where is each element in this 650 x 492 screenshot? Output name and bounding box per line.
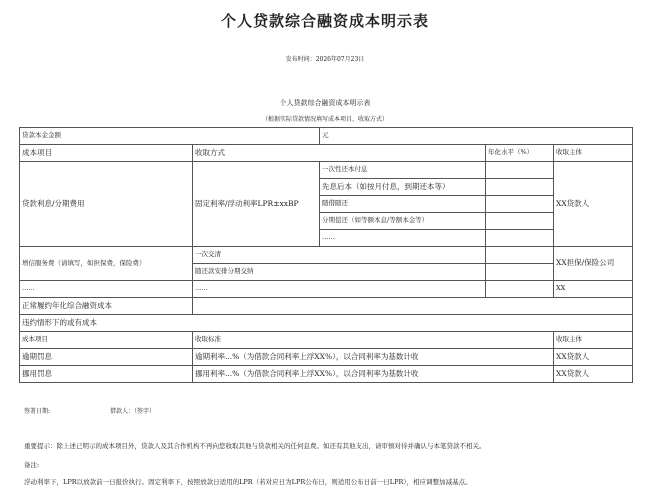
table-row <box>20 128 633 145</box>
repayment-option: 一次性还本付息 <box>320 162 486 179</box>
table-row <box>20 349 633 366</box>
sign-date-label: 签署日期: <box>24 408 51 415</box>
repayment-option: 随借随还 <box>320 196 486 213</box>
document-title: 个人贷款综合融资成本明示表 <box>220 12 429 30</box>
table-row <box>20 298 633 315</box>
misuse-subject: XX贷款人 <box>554 366 633 383</box>
header-annual-rate: 年化水平（%） <box>486 145 554 162</box>
credit-option: 随还款安排分期交纳 <box>193 264 486 281</box>
misuse-standard: 挪用利率...%（为借款合同利率上浮XX%），以合同利率为基数计收 <box>193 366 554 383</box>
table-row <box>20 315 633 332</box>
interest-method: 固定利率/浮动利率LPR±xxBP <box>193 162 320 247</box>
other-subject: XX <box>554 281 633 298</box>
publish-date: 发布时间：2026年07月23日 <box>285 56 365 63</box>
overdue-standard: 逾期利率...%（为借款合同利率上浮XX%），以合同利率为基数计收 <box>193 349 554 366</box>
other-method: ...... <box>193 281 486 298</box>
table-row <box>20 366 633 383</box>
loan-principal-label: 贷款本金金额 <box>20 128 320 145</box>
rate-cell <box>486 179 554 196</box>
notes-title: 备注: <box>24 461 40 469</box>
notes-body: 浮动利率下，LPR以放款前一日报价执行。固定利率下，按照放款日适用的LPR（若对应日为LPR公布日，则适用公布日前一日LPR），相应调整加减基点。 <box>24 478 472 486</box>
interest-subject: XX贷款人 <box>554 162 633 247</box>
repayment-option: 先息后本（如按月付息，到期还本等） <box>320 179 486 196</box>
table-row <box>20 145 633 162</box>
normal-cost-value <box>193 298 633 315</box>
table-row <box>20 247 633 264</box>
rate-cell <box>486 162 554 179</box>
header-cost-item: 成本项目 <box>20 145 193 162</box>
credit-subject: XX担保/保险公司 <box>554 247 633 281</box>
cost-table <box>19 127 633 383</box>
borrower-signature-label: 借款人：（签字） <box>110 408 156 415</box>
rate-cell <box>486 281 554 298</box>
other-item: ...... <box>20 281 193 298</box>
table-title: 个人贷款综合融资成本明示表 <box>279 99 371 107</box>
breach-header-cost-item: 成本项目 <box>20 332 193 349</box>
header-charge-method: 收取方式 <box>193 145 486 162</box>
overdue-item: 逾期罚息 <box>20 349 193 366</box>
repayment-option: …… <box>320 230 486 247</box>
credit-item: 增信服务费（请填写，如担保费，保险费） <box>20 247 193 281</box>
header-charge-subject: 收取主体 <box>554 145 633 162</box>
rate-cell <box>486 264 554 281</box>
rate-cell <box>486 230 554 247</box>
table-row <box>20 332 633 349</box>
breach-section-label: 违约情形下的或有成本 <box>20 315 633 332</box>
overdue-subject: XX贷款人 <box>554 349 633 366</box>
loan-principal-unit: 元 <box>320 128 633 145</box>
normal-cost-label: 正常履约年化综合融资成本 <box>20 298 193 315</box>
breach-header-subject: 收取主体 <box>554 332 633 349</box>
table-row <box>20 281 633 298</box>
misuse-item: 挪用罚息 <box>20 366 193 383</box>
repayment-option: 分期偿还（如等额本息/等额本金等） <box>320 213 486 230</box>
table-row <box>20 162 633 179</box>
breach-header-standard: 收取标准 <box>193 332 554 349</box>
rate-cell <box>486 247 554 264</box>
credit-option: 一次交清 <box>193 247 486 264</box>
rate-cell <box>486 213 554 230</box>
important-notice: 重要提示：除上述已明示的成本项目外，贷款人及其合作机构不再向您收取其他与贷款相关的任何息费。如还有其他支出，请审慎对待并确认与本笔贷款不相关。 <box>24 442 486 450</box>
rate-cell <box>486 196 554 213</box>
table-instruction: （根据实际贷款情况填写成本项目、收取方式） <box>261 116 388 123</box>
interest-item: 贷款利息/分期费用 <box>20 162 193 247</box>
